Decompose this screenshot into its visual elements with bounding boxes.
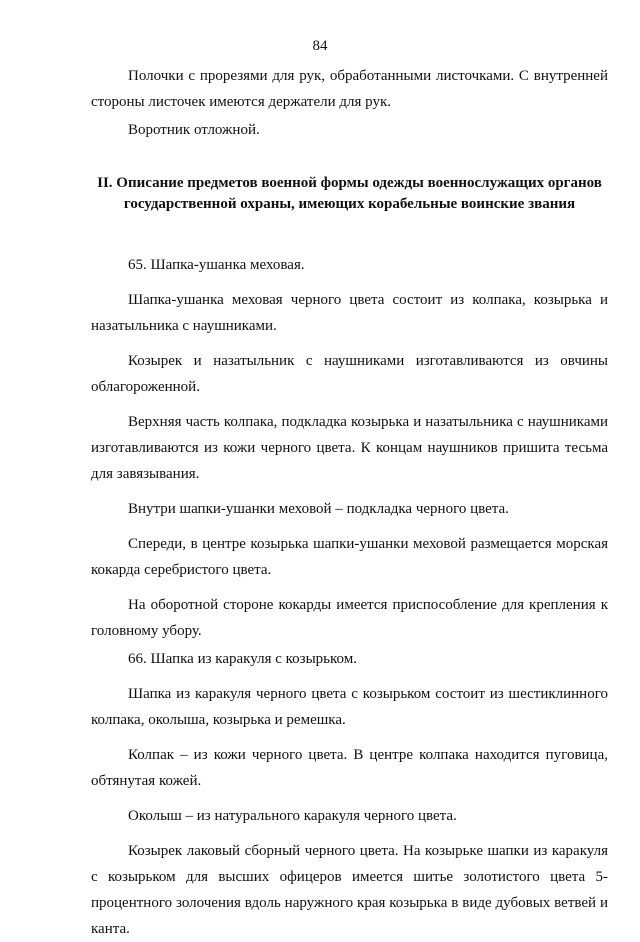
paragraph-65-fastening: На оборотной стороне кокарды имеется приспособление для крепления к головному убору. — [91, 597, 608, 639]
document-body — [91, 63, 608, 942]
paragraph-collar: Воротник отложной. — [128, 122, 260, 138]
paragraph-65-composition: Шапка-ушанка меховая черного цвета состоит из колпака, козырька и назатыльника с наушниками. — [91, 292, 608, 334]
paragraph-shelves: Полочки с прорезями для рук, обработанными листочками. С внутренней стороны листочек имеются держатели для рук. — [91, 68, 608, 110]
paragraph-66-band: Околыш – из натурального каракуля черного цвета. — [128, 808, 457, 824]
section-heading: II. Описание предметов военной формы одежды военнослужащих органов государственной охраны, имеющих корабельные воинские звания — [97, 175, 602, 212]
paragraph-66-crown: Колпак – из кожи черного цвета. В центре колпака находится пуговица, обтянутая кожей. — [91, 747, 608, 789]
paragraph-65-top-part: Верхняя часть колпака, подкладка козырька и назатыльника с наушниками изготавливаются из кожи черного цвета. К концам наушников пришита тесьма для завязывания. — [91, 414, 608, 482]
page-number: 84 — [312, 38, 328, 54]
paragraph-65-lining: Внутри шапки-ушанки меховой – подкладка черного цвета. — [128, 501, 509, 517]
paragraph-65-cockade: Спереди, в центре козырька шапки-ушанки меховой размещается морская кокарда серебристого цвета. — [91, 536, 608, 578]
paragraph-65-visor-material: Козырек и назатыльник с наушниками изготавливаются из овчины облагороженной. — [91, 353, 608, 395]
paragraph-66-visor: Козырек лаковый сборный черного цвета. На козырьке шапки из каракуля с козырьком для высших офицеров имеется шитье золотистого цвета 5-процентного золочения вдоль наружного края козырька в виде дубовых ветвей и канта. — [91, 843, 608, 937]
item-heading-66: 66. Шапка из каракуля с козырьком. — [128, 651, 357, 667]
paragraph-66-composition: Шапка из каракуля черного цвета с козырьком состоит из шестиклинного колпака, околыша, козырька и ремешка. — [91, 686, 608, 728]
item-heading-65: 65. Шапка-ушанка меховая. — [128, 257, 305, 273]
